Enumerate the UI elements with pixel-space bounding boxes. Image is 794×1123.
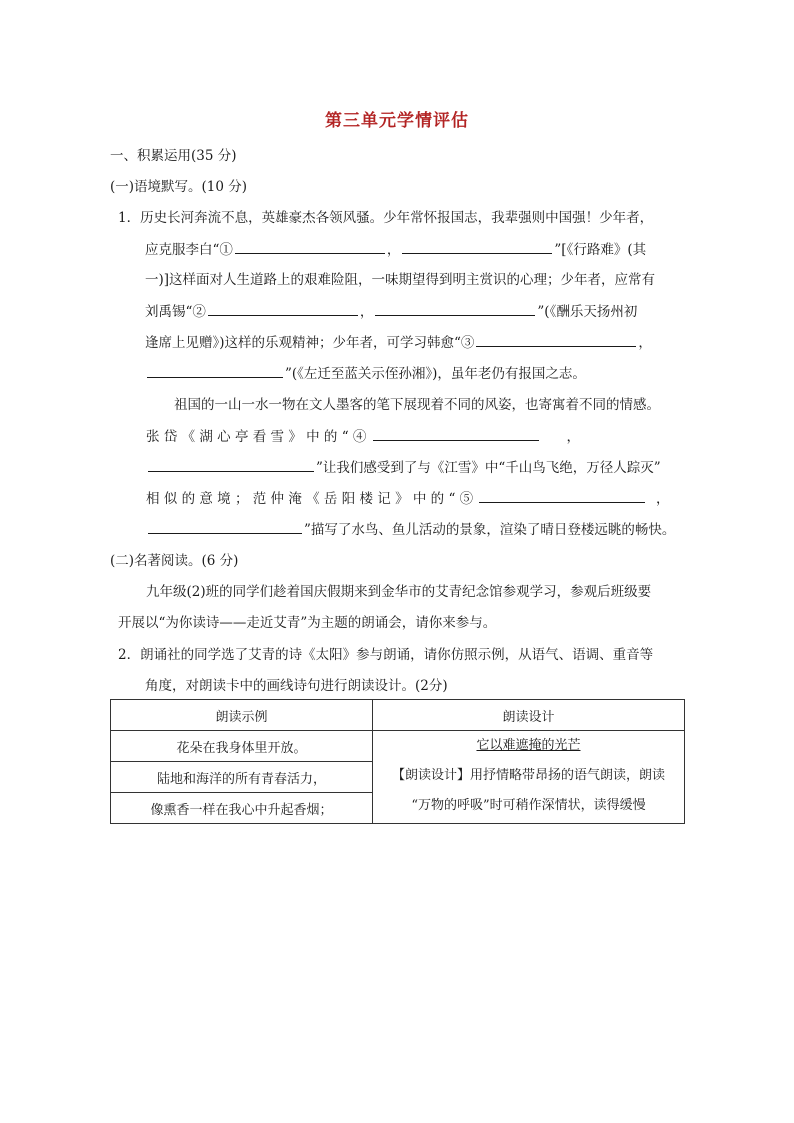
q1-text: ， bbox=[566, 429, 580, 445]
q1-text: ， bbox=[386, 242, 401, 258]
design-cell bbox=[373, 731, 685, 824]
q1-line-6 bbox=[145, 363, 586, 384]
example-line: 花朵在我身体里开放。 bbox=[111, 731, 373, 762]
q1-paragraph-2-line-3 bbox=[146, 457, 661, 478]
design-text-line: “万物的呼吸”时可稍作深情状，读得缓慢 bbox=[411, 798, 646, 813]
q1-text: 应克服李白“① bbox=[145, 242, 233, 258]
answer-blank-3b[interactable] bbox=[147, 363, 283, 378]
answer-blank-5b[interactable] bbox=[148, 519, 302, 534]
q1-line-5 bbox=[145, 332, 652, 353]
q1-text: ， bbox=[638, 335, 652, 351]
answer-blank-2b[interactable] bbox=[375, 301, 535, 316]
header-reading-example: 朗读示例 bbox=[111, 700, 373, 731]
table-header-row bbox=[111, 700, 685, 731]
subsection-heading: (一)语境默写。(10 分) bbox=[110, 179, 248, 195]
q1-paragraph-2-line-4 bbox=[146, 488, 670, 509]
answer-blank-1a[interactable] bbox=[235, 239, 385, 254]
q1-text: ”(《酬乐天扬州初 bbox=[537, 304, 638, 320]
q1-text: 刘禹锡“② bbox=[145, 304, 206, 320]
section-heading: 一、积累运用(35 分) bbox=[110, 148, 237, 164]
answer-blank-2a[interactable] bbox=[208, 301, 358, 316]
example-line: 像熏香一样在我心中升起香烟； bbox=[111, 793, 373, 824]
q1-text: ”(《左迁至蓝关示侄孙湘》)，虽年老仍有报国之志。 bbox=[285, 366, 586, 382]
q1-paragraph-2-line-2 bbox=[146, 426, 580, 447]
example-line: 陆地和海洋的所有青春活力， bbox=[111, 762, 373, 793]
page-title: 第三单元学情评估 bbox=[325, 111, 469, 131]
answer-blank-5a[interactable] bbox=[479, 488, 645, 503]
q1-paragraph-2-line-5 bbox=[146, 519, 675, 540]
q2-line-1: 2．朗诵社的同学选了艾青的诗《太阳》参与朗诵，请你仿照示例，从语气、语调、重音等 bbox=[118, 647, 654, 663]
subsection-heading: (二)名著阅读。(6 分) bbox=[110, 553, 239, 569]
q1-line-2 bbox=[145, 239, 646, 260]
answer-blank-3a[interactable] bbox=[476, 332, 636, 347]
q1-line-3: 一)]这样面对人生道路上的艰难险阻，一味期望得到明主赏识的心理；少年者，应常有 bbox=[145, 272, 656, 288]
q1-text: ”[《行路难》(其 bbox=[554, 242, 647, 258]
q2-line-2: 角度，对朗读卡中的画线诗句进行朗读设计。(2分) bbox=[145, 678, 448, 694]
q1-paragraph-2-line-1: 祖国的一山一水一物在文人墨客的笔下展现着不同的风姿，也寄寓着不同的情感。 bbox=[174, 397, 660, 413]
q1-text: 张 岱 《 湖 心 亭 看 雪 》 中 的 “ ④ bbox=[146, 429, 367, 445]
q1-line-4 bbox=[145, 301, 637, 322]
q1-text: ”描写了水鸟、鱼儿活动的景象，渲染了晴日登楼远眺的畅快。 bbox=[304, 522, 676, 538]
underlined-poem-line: 它以难遮掩的光芒 bbox=[476, 738, 581, 753]
q1-text: 相 似 的 意 境 ； 范 仲 淹 《 岳 阳 楼 记 》 中 的 “ ⑤ bbox=[146, 491, 474, 507]
q1-line-1: 1．历史长河奔流不息，英雄豪杰各领风骚。少年常怀报国志，我辈强则中国强！少年者， bbox=[118, 210, 654, 226]
q1-text: ， bbox=[359, 304, 374, 320]
design-text-line: 【朗读设计】用抒情略带昂扬的语气朗读，朗读 bbox=[391, 768, 665, 783]
q1-text: ”让我们感受到了与《江雪》中“千山鸟飞绝，万径人踪灭” bbox=[316, 460, 661, 476]
intro-line-1: 九年级(2)班的同学们趁着国庆假期来到金华市的艾青纪念馆参观学习，参观后班级要 bbox=[146, 584, 652, 600]
table-row bbox=[111, 731, 685, 762]
header-reading-design: 朗读设计 bbox=[373, 700, 685, 731]
answer-blank-4a[interactable] bbox=[373, 426, 539, 441]
answer-blank-4b[interactable] bbox=[148, 457, 314, 472]
q1-text: 逢席上见赠》)这样的乐观精神；少年者，可学习韩愈“③ bbox=[145, 335, 475, 351]
answer-blank-1b[interactable] bbox=[402, 239, 552, 254]
reading-card-table bbox=[110, 699, 685, 824]
q1-text: ， bbox=[656, 491, 670, 507]
intro-line-2: 开展以“为你读诗——走近艾青”为主题的朗诵会，请你来参与。 bbox=[118, 615, 497, 631]
